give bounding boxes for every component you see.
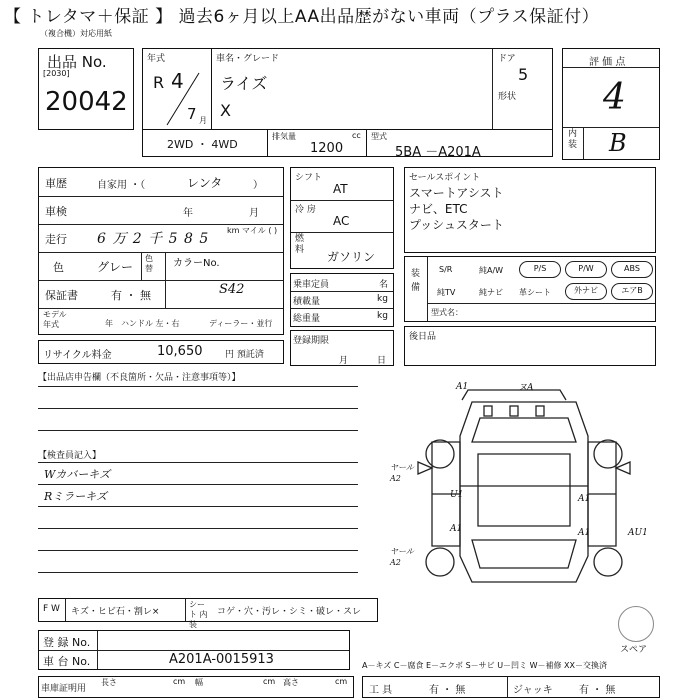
sheet-subnote: （複合機）対応用紙	[40, 29, 112, 38]
interior-score: B	[609, 129, 627, 157]
rating-box	[562, 48, 660, 160]
legend-fw-box	[38, 598, 378, 629]
ac-label: 冷 房	[295, 205, 316, 215]
dims-box	[38, 676, 354, 698]
model-name: ライズ	[220, 74, 268, 93]
history-rental: レンタ	[187, 176, 223, 190]
equipment-box	[404, 256, 656, 322]
dims-height-unit: cm	[335, 677, 348, 686]
equip-tv: 純TV	[437, 288, 456, 297]
history-private: 自家用 ・（	[97, 180, 146, 191]
reg-period-box	[290, 330, 394, 366]
reg-period-day: 日	[377, 356, 387, 366]
model-code-label: 型式	[371, 132, 387, 141]
sales-line-3: プッシュスタート	[409, 218, 504, 232]
equip-abs: ABS	[611, 261, 653, 278]
year-slash	[163, 71, 203, 127]
lot-code: [2030]	[43, 69, 70, 78]
load-unit: kg	[377, 294, 388, 304]
car-diagram	[392, 376, 660, 596]
mark-3: ヤール A2	[390, 463, 414, 483]
spare-tire-icon	[618, 606, 654, 642]
mileage-value: 6 万 2 千 5 8 5	[97, 231, 210, 247]
dims-width: 幅	[195, 678, 203, 687]
drive-box	[142, 129, 268, 157]
name-box	[211, 48, 553, 130]
rating-score: 4	[603, 77, 626, 118]
equip-leather: 革シート	[519, 288, 551, 297]
lot-number: 20042	[45, 87, 128, 117]
color-no-label: カラーNo.	[173, 258, 220, 269]
sales-line-2: ナビ、ETC	[409, 202, 468, 216]
dealer-label: ディーラー・並行	[209, 319, 273, 328]
dims-height: 高さ	[283, 678, 299, 687]
year-value: 4	[171, 69, 184, 93]
seller-notes-label: 【出品店申告欄（不良箇所・欠品・注意事項等）】	[38, 373, 241, 383]
equipment-label: 装備	[411, 269, 421, 293]
dims-width-unit: cm	[263, 677, 276, 686]
equip-model-label: 型式名：	[431, 308, 463, 317]
shape-label: 形状	[498, 92, 517, 102]
equip-sr: S/R	[439, 265, 453, 274]
name-label: 車名・グレード	[216, 54, 280, 64]
dims-label: 車庫証明用	[41, 684, 87, 694]
shift-value: AT	[333, 182, 348, 196]
color-value: グレー	[97, 260, 134, 274]
lot-box	[38, 48, 134, 130]
dims-length: 長さ	[101, 678, 117, 687]
lot-label: 出品 No.	[47, 53, 107, 71]
model-code-value: 5BA －A201A	[395, 145, 481, 160]
recycle-unit: 円 預託済	[225, 350, 264, 360]
equip-ext-navi: 外ナビ	[565, 283, 607, 300]
sales-label: セールスポイント	[409, 173, 481, 183]
post-date-label: 後日品	[409, 332, 437, 342]
displacement-box	[267, 129, 367, 157]
rating-label: 評 価 点	[589, 57, 626, 68]
warranty-label: 保証書	[45, 289, 78, 302]
sales-line-1: スマートアシスト	[409, 186, 504, 200]
mark-6: A1	[450, 524, 463, 534]
banner-title: 【 トレタマ＋保証 】 過去6ヶ月以上AA出品歴がない車両（プラス保証付）	[4, 7, 600, 27]
inspector-note-2: Rミラーキズ	[44, 490, 108, 503]
recycle-box	[38, 340, 284, 364]
year-box	[142, 48, 212, 130]
color-no-value: S42	[219, 282, 245, 297]
handle-label: ハンドル 左・右	[121, 319, 180, 328]
warranty-value: 有 ・ 無	[111, 289, 151, 302]
year-label: 年式	[147, 54, 166, 64]
fuel-label: 燃 料	[295, 234, 305, 255]
tools-value: 有 ・ 無	[429, 685, 466, 696]
history-box	[38, 167, 284, 335]
drive-options: 2WD ・ 4WD	[167, 138, 238, 151]
weight-unit: kg	[377, 311, 388, 321]
tools-label: 工 具	[369, 685, 393, 696]
displacement-label: 排気量	[272, 132, 296, 141]
tools-box	[362, 676, 660, 698]
capacity-box	[290, 273, 394, 327]
interior-label: 内装	[568, 129, 578, 150]
mark-2: ヌA	[518, 383, 534, 393]
ac-value: AC	[333, 214, 350, 228]
model-code-box	[366, 129, 553, 160]
equip-pw: P/W	[565, 261, 607, 278]
legend-fw: F W	[43, 604, 60, 614]
year-month-unit: 月	[199, 116, 207, 125]
mark-9: ヤール A2	[390, 547, 414, 567]
displacement-unit: cc	[352, 131, 361, 140]
equip-ps: P/S	[519, 261, 561, 278]
color-change-label: 色替	[145, 254, 153, 273]
weight-label: 総重量	[293, 314, 321, 324]
mileage-unit: km マイル ( )	[227, 226, 278, 235]
chassis-value: A201A-0015913	[169, 652, 274, 667]
chassis-label: 車 台 No.	[43, 655, 91, 668]
load-label: 積載量	[293, 297, 321, 307]
inspection-label: 車検	[45, 205, 67, 218]
mark-4: U1	[450, 490, 464, 500]
registration-box	[38, 630, 350, 670]
registration-label: 登 録 No.	[43, 636, 91, 649]
year-era: R	[153, 73, 165, 92]
displacement-value: 1200	[310, 141, 344, 156]
door-label: ドア	[498, 54, 516, 64]
spare-label: スペア	[620, 645, 648, 655]
fuel-value: ガソリン	[327, 250, 376, 264]
sales-box	[404, 167, 656, 253]
shift-label: シフト	[295, 173, 323, 183]
mark-5: A1	[578, 494, 591, 504]
mileage-label: 走行	[45, 233, 67, 246]
mark-7: A1	[578, 528, 591, 538]
jack-label: ジャッキ	[513, 685, 553, 696]
door-value: 5	[518, 65, 529, 84]
grade-name: X	[220, 101, 231, 120]
equip-navi: 純ナビ	[479, 288, 503, 297]
legend-seat: シート 内装	[189, 600, 208, 629]
legend-seat-items: コゲ・穴・汚レ・シミ・破レ・スレ	[217, 607, 362, 617]
seats-unit: 名	[379, 280, 389, 290]
equip-airbag: エアB	[611, 283, 653, 300]
history-close: ）	[253, 180, 263, 191]
reg-period-label: 登録期限	[293, 336, 330, 346]
post-date-box	[404, 326, 656, 366]
year-month: 7	[187, 105, 197, 123]
color-label: 色	[53, 261, 64, 274]
dims-length-unit: cm	[173, 677, 186, 686]
inspector-label: 【検査員記入】	[38, 451, 102, 461]
reg-period-month: 月	[339, 356, 349, 366]
mark-1: A1	[456, 382, 469, 392]
shift-box	[290, 167, 394, 269]
recycle-value: 10,650	[157, 344, 203, 359]
equip-aw: 純A/W	[479, 266, 504, 275]
model-year-suffix: 年	[105, 319, 113, 328]
mark-8: AU1	[628, 528, 648, 538]
damage-legend: A－キズ C－腐食 E－エクボ S－サビ U－凹ミ W－補修 XX－交換済	[362, 661, 608, 670]
history-label: 車歴	[45, 177, 67, 190]
jack-value: 有 ・ 無	[579, 685, 616, 696]
legend-fw-items: キズ・ヒビ石・割レ×	[71, 607, 160, 617]
inspector-note-1: Wカバーキズ	[44, 468, 111, 481]
seats-label: 乗車定員	[293, 280, 330, 290]
model-year-label: モデル 年式	[43, 310, 67, 329]
recycle-label: リサイクル料金	[43, 350, 112, 361]
inspection-year-unit: 年	[183, 208, 193, 219]
inspection-month-unit: 月	[249, 208, 259, 219]
